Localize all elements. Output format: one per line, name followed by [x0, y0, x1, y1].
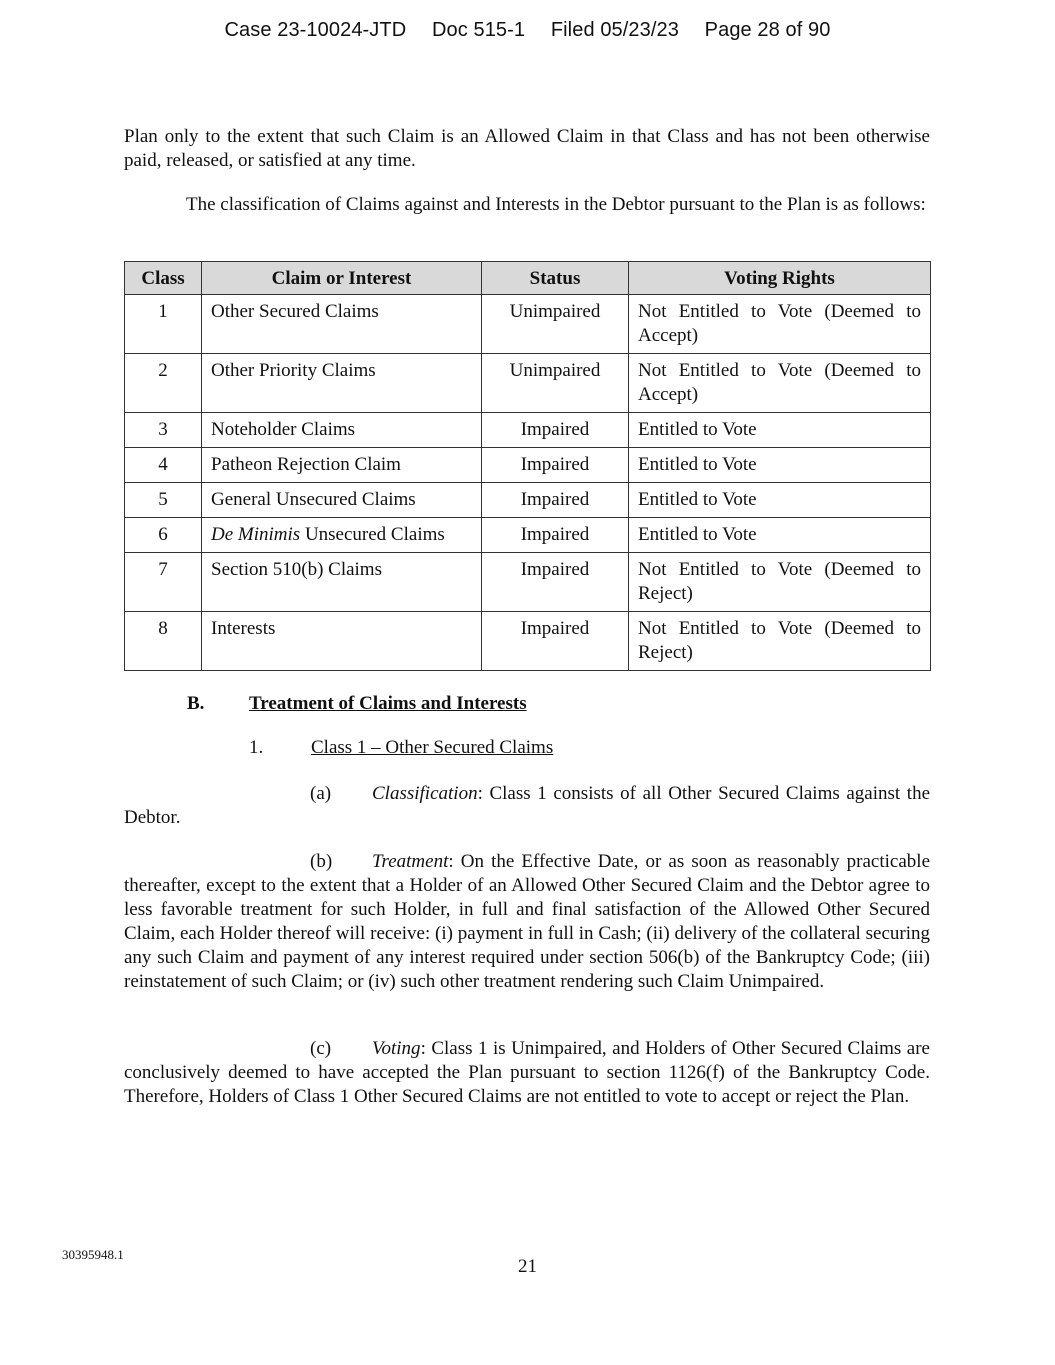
- page-number: 21: [518, 1256, 537, 1277]
- cell-class: 4: [125, 448, 202, 483]
- table-row: [125, 354, 931, 413]
- classification-intro-paragraph: The classification of Claims against and Interests in the Debtor pursuant to the Plan is as follows:: [186, 194, 926, 215]
- cell-claim: Interests: [202, 612, 482, 671]
- header-status: Status: [482, 262, 629, 295]
- subsection-1-number: 1.: [249, 737, 264, 758]
- header-class: Class: [125, 262, 202, 295]
- para-b-term: Treatment: [372, 851, 449, 872]
- voting-paragraph: [124, 1037, 930, 1109]
- para-b-text: : On the Effective Date, or as soon as reasonably practicable thereafter, except to the extent that a Holder of an Allowed Other Secured Claim and the Debtor agree to less favorable treatment for such Holder, in full and final satisfaction of the Allowed Other Secured Claim, each Holder thereof will receive: (i) payment in full in Cash; (ii) delivery of the collateral securing any such Claim and payment of any interest required under section 506(b) of the Bankruptcy Code; (iii) reinstatement of such Claim; or (iv) such other treatment rendering such Claim Unimpaired.: [124, 851, 930, 992]
- section-b-heading: [187, 693, 527, 715]
- cell-claim: Patheon Rejection Claim: [202, 448, 482, 483]
- para-c-text: : Class 1 is Unimpaired, and Holders of Other Secured Claims are conclusively deemed to have accepted the Plan pursuant to section 1126(f) of the Bankruptcy Code. Therefore, Holders of Class 1 Other Secured Claims are not entitled to vote to accept or reject the Plan.: [124, 1038, 930, 1107]
- table-row: [125, 518, 931, 553]
- filed-date: Filed 05/23/23: [550, 19, 679, 41]
- table-row: [125, 413, 931, 448]
- table-row: [125, 483, 931, 518]
- cell-voting: Not Entitled to Vote (Deemed to Accept): [629, 295, 931, 354]
- table-row: [125, 612, 931, 671]
- document-number: Doc 515-1: [431, 19, 526, 41]
- court-filing-header: [0, 19, 1055, 42]
- cell-voting: Entitled to Vote: [629, 448, 931, 483]
- table-row: [125, 448, 931, 483]
- cell-voting: Entitled to Vote: [629, 518, 931, 553]
- classification-paragraph: [124, 782, 930, 830]
- para-c-term: Voting: [372, 1038, 421, 1059]
- subsection-1-heading: [249, 737, 554, 759]
- cell-class: 6: [125, 518, 202, 553]
- cell-voting: Not Entitled to Vote (Deemed to Reject): [629, 612, 931, 671]
- cell-class: 2: [125, 354, 202, 413]
- cell-class: 8: [125, 612, 202, 671]
- cell-class: 3: [125, 413, 202, 448]
- document-id: 30395948.1: [62, 1247, 124, 1262]
- header-voting-rights: Voting Rights: [629, 262, 931, 295]
- table-row: [125, 553, 931, 612]
- cell-claim: Noteholder Claims: [202, 413, 482, 448]
- table-row: [125, 295, 931, 354]
- cell-voting: Not Entitled to Vote (Deemed to Accept): [629, 354, 931, 413]
- cell-status: Impaired: [482, 413, 629, 448]
- para-a-label: (a): [310, 783, 332, 804]
- cell-class: 7: [125, 553, 202, 612]
- para-b-label: (b): [310, 851, 333, 872]
- case-number: Case 23-10024-JTD: [224, 19, 407, 41]
- cell-status: Impaired: [482, 483, 629, 518]
- para-c-label: (c): [310, 1038, 332, 1059]
- cell-claim: Other Priority Claims: [202, 354, 482, 413]
- cell-status: Impaired: [482, 612, 629, 671]
- classification-table: [124, 261, 931, 671]
- cell-claim-italic: De Minimis: [211, 524, 301, 545]
- para-a-text: : Class 1 consists of all Other Secured Claims against the Debtor.: [124, 783, 930, 828]
- cell-status: Impaired: [482, 518, 629, 553]
- cell-status: Unimpaired: [482, 354, 629, 413]
- subsection-1-title: Class 1 – Other Secured Claims: [311, 737, 554, 758]
- cell-voting: Entitled to Vote: [629, 413, 931, 448]
- cell-voting: Entitled to Vote: [629, 483, 931, 518]
- cell-status: Impaired: [482, 448, 629, 483]
- cell-class: 5: [125, 483, 202, 518]
- cell-claim-rest: Unsecured Claims: [300, 524, 445, 545]
- section-b-number: B.: [187, 693, 205, 714]
- cell-voting: Not Entitled to Vote (Deemed to Reject): [629, 553, 931, 612]
- cell-class: 1: [125, 295, 202, 354]
- cell-claim: Section 510(b) Claims: [202, 553, 482, 612]
- cell-claim: [202, 518, 482, 553]
- cell-claim: General Unsecured Claims: [202, 483, 482, 518]
- section-b-title: Treatment of Claims and Interests: [249, 693, 527, 714]
- para-a-term: Classification: [372, 783, 478, 804]
- page-counter: Page 28 of 90: [704, 19, 831, 41]
- table-header-row: [125, 262, 931, 295]
- treatment-paragraph: [124, 850, 930, 994]
- cell-status: Impaired: [482, 553, 629, 612]
- cell-claim: Other Secured Claims: [202, 295, 482, 354]
- header-claim-or-interest: Claim or Interest: [202, 262, 482, 295]
- continuation-paragraph: Plan only to the extent that such Claim is an Allowed Claim in that Class and has not been otherwise paid, released, or satisfied at any time.: [124, 126, 930, 171]
- cell-status: Unimpaired: [482, 295, 629, 354]
